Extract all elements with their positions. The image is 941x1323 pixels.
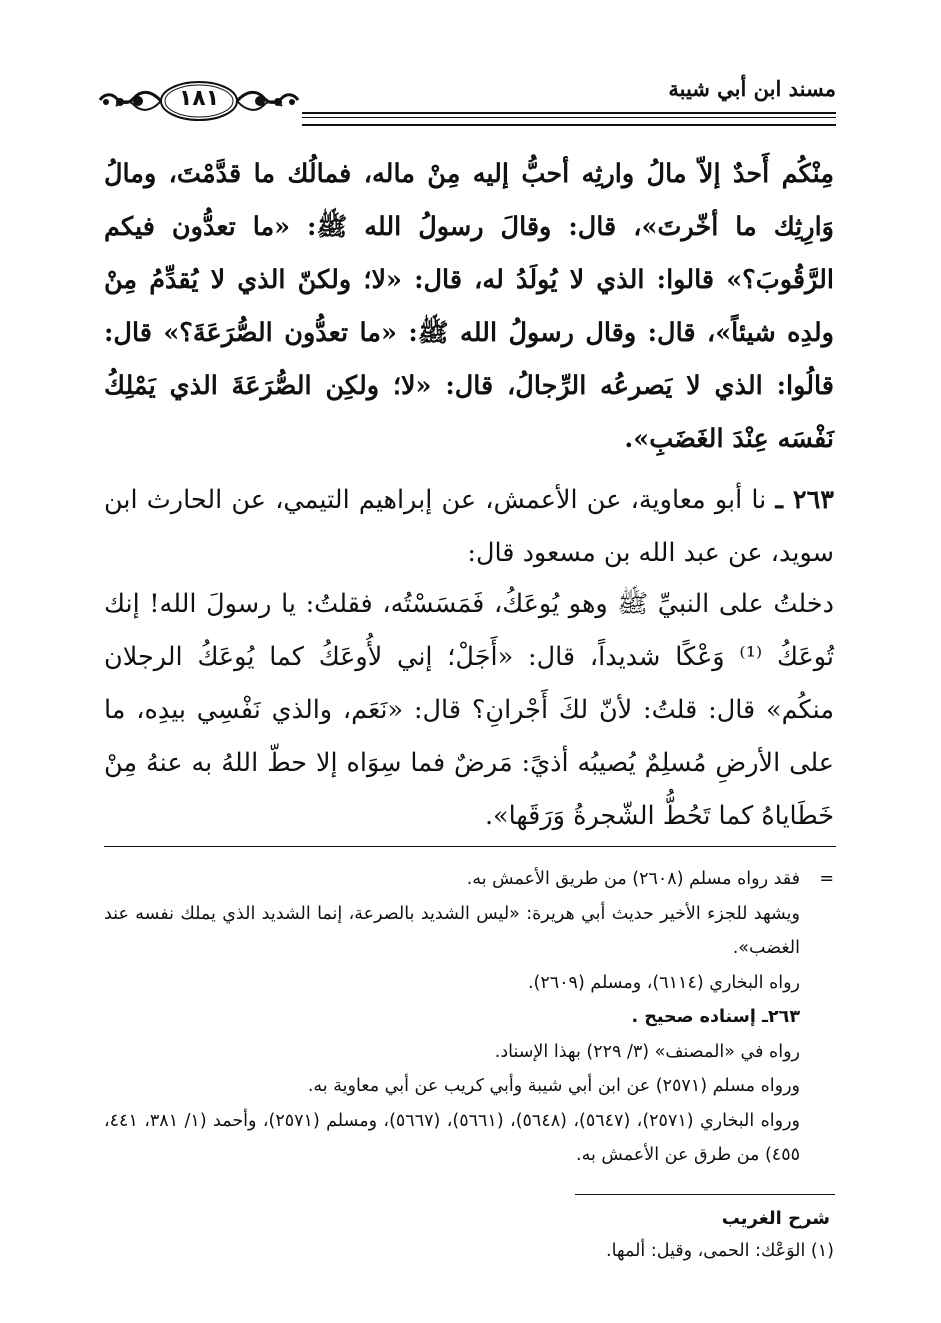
glossary-separator	[575, 1194, 835, 1195]
glossary-title: شرح الغريب	[721, 1208, 830, 1229]
hadith-263-line	[104, 474, 834, 580]
footnotes	[104, 862, 834, 1173]
hadith-paragraph-1: مِنْكُم أَحدٌ إلاّ مالُ وارثِه أحبُّ إليه مِنْ ماله، فمالُك ما قدَّمْتَ، ومالُ وَارِثِك ما أخّرتَ»، قال: وقالَ رسولُ الله ﷺ: «ما تعدُّون فيكم الرَّقُوبَ؟» قالوا: الذي لا يُولَدُ له، قال: «لا؛ ولكنّ الذي لا يُقدِّمُ مِنْ ولدِه شيئاً»، قال: وقال رسولُ الله ﷺ: «ما تعدُّون الصُّرَعَةَ؟» قال: قالُوا: الذي لا يَصرعُه الرِّجالُ، قال: «لا؛ ولكِن الصُّرَعَةَ الذي يَمْلِكُ نَفْسَه عِنْدَ الغَضَبِ».	[104, 159, 834, 454]
glossary	[104, 1204, 834, 1268]
hadith-number: ٢٦٣ ـ	[775, 485, 834, 515]
footnote-line-1: =فقد رواه مسلم (٢٦٠٨) من طريق الأعمش به.	[104, 862, 834, 897]
book-title: مسند ابن أبي شيبة	[668, 76, 836, 101]
continuation-mark: =	[819, 869, 834, 889]
hadith-263-isnad	[104, 474, 834, 580]
footnote-line-6: ورواه مسلم (٢٥٧١) عن ابن أبي شيبة وأبي كريب عن أبي معاوية به.	[307, 1076, 800, 1096]
hadith-text-continuation	[104, 148, 834, 466]
isnad-text: نا أبو معاوية، عن الأعمش، عن إبراهيم التيمي، عن الحارث ابن سويد، عن عبد الله بن مسعود قال:	[104, 485, 834, 568]
hadith-paragraph-3: دخلتُ على النبيِّ ﷺ وهو يُوعَكُ، فَمَسَسْتُه، فقلتُ: يا رسولَ الله! إنك تُوعَكُ ⁽¹⁾ وَعْكًا شديداً، قال: «أَجَلْ؛ إني لأُوعَكُ كما يُوعَكُ الرجلان منكُم» قال: قلتُ: لأنّ لكَ أَجْرانِ؟ قال: «نَعَم، والذي نَفْسِي بيدِه، ما على الأرضِ مُسلِمٌ يُصيبُه أذيً: مَرضٌ فما سِوَاه إلا حطّ اللهُ به عنهُ مِنْ خَطَاياهُ كما تَحُطُّ الشّجرةُ وَرَقَها».	[104, 589, 834, 831]
footnote-separator	[104, 846, 836, 847]
footnote-line-5: رواه في «المصنف» (٣/ ٢٢٩) بهذا الإسناد.	[494, 1041, 800, 1062]
glossary-item: (١) الوَعْك: الحمى، وقيل: ألمها.	[606, 1241, 834, 1261]
page-header	[96, 72, 836, 132]
header-rule	[302, 112, 836, 126]
footnote-line-2: ويشهد للجزء الأخير حديث أبي هريرة: «ليس الشديد بالصرعة، إنما الشديد الذي يملك نفسه عند الغضب».	[104, 903, 800, 958]
footnote-line-4: ٢٦٣ـ إسناده صحيح .	[631, 1007, 800, 1027]
page-number: ١٨١	[178, 86, 220, 111]
footnote-line-7: ورواه البخاري (٢٥٧١)، (٥٦٤٧)، (٥٦٤٨)، (٥٦٦١)، (٥٦٦٧)، ومسلم (٢٥٧١)، وأحمد (١/ ٣٨١، ٤٤١، ٤٥٥) من طرق عن الأعمش به.	[104, 1110, 801, 1165]
hadith-263-matn	[104, 578, 834, 843]
footnote-line-3: رواه البخاري (٦١١٤)، ومسلم (٢٦٠٩).	[527, 972, 800, 993]
